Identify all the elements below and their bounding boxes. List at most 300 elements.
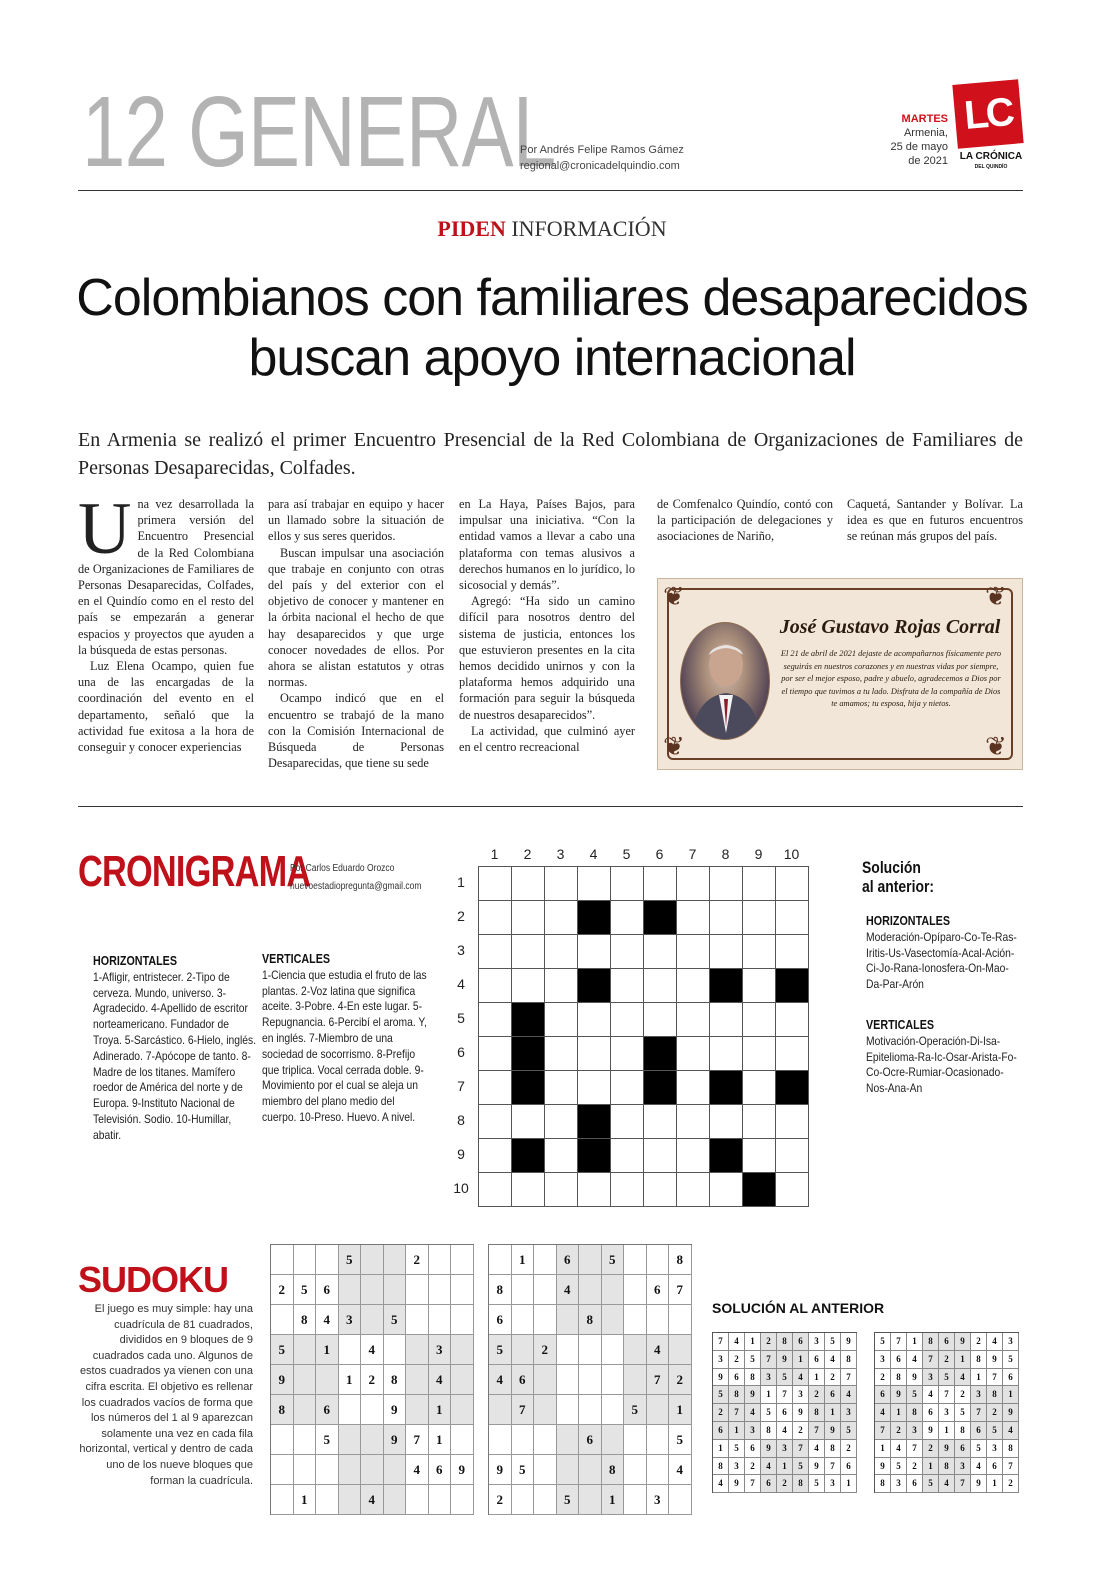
sudoku-cell[interactable] <box>557 1335 580 1365</box>
sudoku-cell[interactable] <box>271 1305 294 1335</box>
sudoku-cell[interactable] <box>339 1335 362 1365</box>
sudoku-cell[interactable] <box>624 1245 647 1275</box>
sudoku-cell[interactable] <box>512 1275 535 1305</box>
sudoku-cell[interactable] <box>271 1455 294 1485</box>
crossword-cell[interactable] <box>743 867 776 901</box>
sudoku-cell[interactable] <box>361 1395 384 1425</box>
sudoku-cell[interactable] <box>624 1335 647 1365</box>
crossword-column-number: 5 <box>622 846 631 862</box>
sudoku-cell: 2 <box>891 1422 907 1440</box>
crossword-cell[interactable] <box>677 867 710 901</box>
date-block <box>860 112 948 168</box>
sudoku-cell: 6 <box>429 1455 452 1485</box>
sudoku-cell[interactable] <box>647 1245 670 1275</box>
crossword-cell[interactable] <box>578 935 611 969</box>
crossword-cell[interactable] <box>743 1003 776 1037</box>
sudoku-cell[interactable] <box>316 1455 339 1485</box>
sudoku-cell[interactable] <box>512 1485 535 1515</box>
sudoku-cell[interactable] <box>406 1395 429 1425</box>
sudoku-cell: 3 <box>891 1475 907 1493</box>
sudoku-cell[interactable] <box>451 1365 474 1395</box>
crossword-cell[interactable] <box>611 1173 644 1207</box>
crossword-cell[interactable] <box>512 1105 545 1139</box>
sudoku-cell: 6 <box>955 1440 971 1458</box>
col3-paragraph-2: Agregó: “Ha sido un camino difícil para nosotros dentro del sistema de justicia, entonces los que estuvieron presentes en la cita hemos decidido unirnos y con la plataforma hemos adquirido una formación para seguir la búsqueda de nuestros desaparecidos”. <box>459 594 635 722</box>
sudoku-cell: 1 <box>429 1425 452 1455</box>
crossword-cell[interactable] <box>644 969 677 1003</box>
crossword-cell[interactable] <box>644 1105 677 1139</box>
sudoku-cell: 8 <box>907 1404 923 1422</box>
sudoku-cell[interactable] <box>316 1485 339 1515</box>
crossword-cell[interactable] <box>710 901 743 935</box>
sudoku-cell: 5 <box>512 1455 535 1485</box>
sudoku-cell[interactable] <box>339 1485 362 1515</box>
sudoku-cell: 9 <box>875 1458 891 1476</box>
crossword-solution-horizontal <box>866 914 1025 993</box>
crossword-cell[interactable] <box>578 1037 611 1071</box>
sudoku-cell: 8 <box>825 1440 841 1458</box>
crossword-cell[interactable] <box>743 969 776 1003</box>
sudoku-cell: 5 <box>294 1275 317 1305</box>
sudoku-cell: 7 <box>793 1440 809 1458</box>
crossword-black-cell <box>644 901 677 935</box>
sudoku-cell: 3 <box>339 1305 362 1335</box>
sudoku-cell[interactable] <box>316 1365 339 1395</box>
crossword-cell[interactable] <box>710 1173 743 1207</box>
sudoku-cell[interactable] <box>534 1395 557 1425</box>
sudoku-cell: 2 <box>955 1386 971 1404</box>
crossword-cell[interactable] <box>644 935 677 969</box>
sudoku-cell: 8 <box>793 1475 809 1493</box>
sudoku-cell[interactable] <box>534 1305 557 1335</box>
crossword-cell[interactable] <box>545 1003 578 1037</box>
sudoku-cell[interactable] <box>624 1425 647 1455</box>
sudoku-cell[interactable] <box>534 1485 557 1515</box>
sudoku-cell[interactable] <box>451 1305 474 1335</box>
sudoku-cell[interactable] <box>406 1305 429 1335</box>
crossword-cell[interactable] <box>479 1037 512 1071</box>
sudoku-cell: 7 <box>907 1440 923 1458</box>
sudoku-cell[interactable] <box>294 1335 317 1365</box>
sudoku-cell[interactable] <box>557 1305 580 1335</box>
sudoku-cell: 8 <box>875 1475 891 1493</box>
crossword-cell[interactable] <box>545 935 578 969</box>
sudoku-cell[interactable] <box>294 1425 317 1455</box>
sudoku-cell: 1 <box>602 1485 625 1515</box>
sudoku-cell[interactable] <box>647 1395 670 1425</box>
crossword-cell[interactable] <box>677 1173 710 1207</box>
crossword-cell[interactable] <box>479 935 512 969</box>
sudoku-cell[interactable] <box>602 1305 625 1335</box>
sudoku-cell[interactable] <box>451 1275 474 1305</box>
sudoku-cell: 5 <box>745 1351 761 1369</box>
sudoku-cell[interactable] <box>579 1245 602 1275</box>
sudoku-cell: 8 <box>761 1422 777 1440</box>
sudoku-cell: 8 <box>891 1369 907 1387</box>
sudoku-cell: 3 <box>907 1422 923 1440</box>
sudoku-cell[interactable] <box>534 1365 557 1395</box>
crossword-cell[interactable] <box>743 1071 776 1105</box>
sudoku-cell: 7 <box>777 1386 793 1404</box>
sudoku-cell: 8 <box>713 1458 729 1476</box>
crossword-column-number: 8 <box>721 846 730 862</box>
sudoku-cell[interactable] <box>429 1305 452 1335</box>
crossword-cell[interactable] <box>512 935 545 969</box>
sudoku-cell: 3 <box>713 1351 729 1369</box>
sudoku-cell[interactable] <box>361 1275 384 1305</box>
date-day: MARTES <box>901 113 948 125</box>
crossword-cell[interactable] <box>479 1139 512 1173</box>
crossword-cell[interactable] <box>479 867 512 901</box>
sudoku-cell[interactable] <box>579 1455 602 1485</box>
sudoku-cell[interactable] <box>294 1455 317 1485</box>
crossword-cell[interactable] <box>776 1105 809 1139</box>
sudoku-cell: 2 <box>489 1485 512 1515</box>
sudoku-cell[interactable] <box>384 1245 407 1275</box>
sudoku-cell: 8 <box>939 1458 955 1476</box>
crossword-cell[interactable] <box>545 1105 578 1139</box>
sudoku-cell[interactable] <box>271 1245 294 1275</box>
crossword-cell[interactable] <box>776 1173 809 1207</box>
sudoku-cell[interactable] <box>602 1335 625 1365</box>
crossword-column-number: 7 <box>688 846 697 862</box>
crossword-cell[interactable] <box>512 867 545 901</box>
sudoku-cell[interactable] <box>384 1455 407 1485</box>
sudoku-cell[interactable] <box>647 1455 670 1485</box>
crossword-cell[interactable] <box>677 1139 710 1173</box>
sudoku-cell: 3 <box>955 1458 971 1476</box>
crossword-cell[interactable] <box>611 1139 644 1173</box>
crossword-cell[interactable] <box>776 901 809 935</box>
sudoku-cell[interactable] <box>602 1275 625 1305</box>
sudoku-cell: 9 <box>793 1404 809 1422</box>
crossword-cell[interactable] <box>776 935 809 969</box>
sudoku-cell: 6 <box>971 1422 987 1440</box>
sudoku-cell: 3 <box>939 1404 955 1422</box>
crossword-cell[interactable] <box>578 867 611 901</box>
crossword-cell[interactable] <box>677 1003 710 1037</box>
crossword-cell[interactable] <box>644 1139 677 1173</box>
sudoku-cell: 7 <box>406 1425 429 1455</box>
sudoku-cell[interactable] <box>489 1245 512 1275</box>
sudoku-cell[interactable] <box>512 1335 535 1365</box>
sudoku-cell: 1 <box>512 1245 535 1275</box>
sudoku-cell[interactable] <box>647 1425 670 1455</box>
crossword-cell[interactable] <box>545 969 578 1003</box>
sudoku-cell[interactable] <box>406 1275 429 1305</box>
sudoku-solution-2 <box>874 1332 1019 1493</box>
crossword-black-cell <box>644 1037 677 1071</box>
crossword-cell[interactable] <box>545 867 578 901</box>
sudoku-cell: 7 <box>891 1333 907 1351</box>
sudoku-cell[interactable] <box>669 1485 692 1515</box>
sudoku-cell[interactable] <box>624 1305 647 1335</box>
sudoku-cell[interactable] <box>451 1335 474 1365</box>
sudoku-cell: 2 <box>923 1440 939 1458</box>
sudoku-cell[interactable] <box>534 1425 557 1455</box>
sudoku-cell[interactable] <box>624 1365 647 1395</box>
sudoku-cell[interactable] <box>512 1305 535 1335</box>
sudoku-cell: 7 <box>875 1422 891 1440</box>
sudoku-cell: 7 <box>1003 1458 1019 1476</box>
crossword-cell[interactable] <box>710 1037 743 1071</box>
crossword-cell[interactable] <box>776 1139 809 1173</box>
crossword-cell[interactable] <box>545 1071 578 1105</box>
sudoku-cell[interactable] <box>557 1455 580 1485</box>
sudoku-cell: 9 <box>809 1458 825 1476</box>
sudoku-cell: 1 <box>294 1485 317 1515</box>
crossword-cell[interactable] <box>479 1105 512 1139</box>
article-column-4 <box>657 496 833 545</box>
crossword-grid <box>478 866 809 1207</box>
sudoku-cell[interactable] <box>339 1395 362 1425</box>
sudoku-cell: 4 <box>923 1386 939 1404</box>
sudoku-cell: 2 <box>825 1369 841 1387</box>
sudoku-cell: 5 <box>339 1245 362 1275</box>
sudoku-cell[interactable] <box>451 1485 474 1515</box>
sudoku-cell: 1 <box>793 1351 809 1369</box>
crossword-row-number: 6 <box>457 1044 465 1060</box>
logo-sub: DEL QUINDÍO <box>974 164 1008 170</box>
crossword-black-cell <box>644 1071 677 1105</box>
sudoku-cell[interactable] <box>339 1425 362 1455</box>
sudoku-cell[interactable] <box>451 1425 474 1455</box>
sudoku-solution-title: SOLUCIÓN AL ANTERIOR <box>712 1300 885 1316</box>
crossword-row-number: 7 <box>457 1078 465 1094</box>
sudoku-cell: 6 <box>907 1475 923 1493</box>
sudoku-cell[interactable] <box>534 1455 557 1485</box>
sudoku-cell[interactable] <box>406 1335 429 1365</box>
crossword-cell[interactable] <box>611 1071 644 1105</box>
sudoku-cell[interactable] <box>429 1485 452 1515</box>
crossword-cell[interactable] <box>644 867 677 901</box>
obituary-name: José Gustavo Rojas Corral <box>779 616 1001 638</box>
crossword-cell[interactable] <box>512 901 545 935</box>
ornament-icon: ❦ <box>985 732 1007 761</box>
crossword-cell[interactable] <box>479 1071 512 1105</box>
sudoku-cell: 8 <box>729 1386 745 1404</box>
sudoku-cell[interactable] <box>384 1275 407 1305</box>
sudoku-cell[interactable] <box>624 1275 647 1305</box>
sudoku-cell: 6 <box>793 1333 809 1351</box>
sudoku-cell[interactable] <box>557 1425 580 1455</box>
crossword-cell[interactable] <box>545 1173 578 1207</box>
sudoku-cell[interactable] <box>579 1395 602 1425</box>
sudoku-cell[interactable] <box>534 1245 557 1275</box>
crossword-cell[interactable] <box>677 969 710 1003</box>
crossword-cell[interactable] <box>743 1139 776 1173</box>
sudoku-cell: 8 <box>294 1305 317 1335</box>
sudoku-cell[interactable] <box>406 1365 429 1395</box>
sudoku-description: El juego es muy simple: hay una cuadrícula de 81 cuadrados, divididos en 9 bloques de 9 cuadrados cada uno. Algunos de estos cuadrados ya vienen con una cifra escrita. El objetivo es rellenar los cuadrados vacíos de forma que los números del 1 al 9 aparezcan solamente una vez en cada fila horizontal, vertical y dentro de cada uno de los nueve bloques que forman la cuadrícula. <box>79 1303 253 1487</box>
sudoku-cell: 5 <box>971 1440 987 1458</box>
sudoku-cell[interactable] <box>429 1245 452 1275</box>
crossword-cell[interactable] <box>710 1003 743 1037</box>
crossword-cell[interactable] <box>710 867 743 901</box>
article-column-2 <box>268 496 444 771</box>
solution-title-line-2: al anterior: <box>862 877 935 896</box>
crossword-cell[interactable] <box>479 1173 512 1207</box>
crossword-cell[interactable] <box>578 1071 611 1105</box>
crossword-cell[interactable] <box>776 867 809 901</box>
sudoku-cell: 1 <box>339 1365 362 1395</box>
crossword-black-cell <box>710 1071 743 1105</box>
sudoku-cell: 2 <box>809 1386 825 1404</box>
sudoku-cell[interactable] <box>339 1455 362 1485</box>
sudoku-cell[interactable] <box>579 1275 602 1305</box>
article-column-5 <box>847 496 1023 545</box>
crossword-cell[interactable] <box>743 1037 776 1071</box>
sudoku-cell[interactable] <box>669 1335 692 1365</box>
sudoku-cell: 6 <box>841 1458 857 1476</box>
crossword-cell[interactable] <box>512 1173 545 1207</box>
crossword-cell[interactable] <box>611 1003 644 1037</box>
sudoku-cell: 1 <box>825 1404 841 1422</box>
sudoku-cell[interactable] <box>579 1485 602 1515</box>
sudoku-cell[interactable] <box>361 1425 384 1455</box>
byline-author: Por Andrés Felipe Ramos Gámez <box>520 144 684 156</box>
sudoku-cell: 9 <box>384 1425 407 1455</box>
crossword-cell[interactable] <box>776 1003 809 1037</box>
sudoku-cell[interactable] <box>316 1245 339 1275</box>
crossword-cell[interactable] <box>545 1139 578 1173</box>
sudoku-cell: 6 <box>557 1245 580 1275</box>
crossword-cell[interactable] <box>479 1003 512 1037</box>
sudoku-cell: 2 <box>729 1351 745 1369</box>
sudoku-cell: 4 <box>669 1455 692 1485</box>
ornament-icon: ❦ <box>985 582 1007 611</box>
sudoku-cell[interactable] <box>294 1395 317 1425</box>
sudoku-cell: 4 <box>557 1275 580 1305</box>
sudoku-cell: 2 <box>534 1335 557 1365</box>
crossword-cell[interactable] <box>611 1037 644 1071</box>
crossword-cell[interactable] <box>677 1105 710 1139</box>
sudoku-cell: 2 <box>713 1404 729 1422</box>
crossword-cell[interactable] <box>776 1037 809 1071</box>
sudoku-cell: 9 <box>955 1333 971 1351</box>
newspaper-logo: LC <box>952 79 1023 149</box>
sudoku-cell[interactable] <box>384 1335 407 1365</box>
sudoku-cell[interactable] <box>294 1365 317 1395</box>
crossword-black-cell <box>743 1173 776 1207</box>
sudoku-cell: 5 <box>955 1404 971 1422</box>
sudoku-cell: 9 <box>451 1455 474 1485</box>
sudoku-cell[interactable] <box>647 1305 670 1335</box>
crossword-solution-title <box>862 858 934 896</box>
sudoku-cell[interactable] <box>271 1425 294 1455</box>
sudoku-cell[interactable] <box>602 1395 625 1425</box>
crossword-cell[interactable] <box>512 969 545 1003</box>
sudoku-cell[interactable] <box>579 1335 602 1365</box>
sudoku-cell[interactable] <box>361 1305 384 1335</box>
col2-paragraph-2: Buscan impulsar una asociación que trabaje en conjunto con otras del país y del exterior con el objetivo de conocer y mantener en la órbita nacional el hecho de que hay desaparecidos y que urge conocer novedades de ellos. Por ahora se alistan estatutos y otras normas. <box>268 545 444 690</box>
sudoku-cell[interactable] <box>557 1395 580 1425</box>
sudoku-cell[interactable] <box>489 1425 512 1455</box>
crossword-cell[interactable] <box>545 1037 578 1071</box>
crossword-cell[interactable] <box>710 1105 743 1139</box>
sudoku-cell[interactable] <box>451 1245 474 1275</box>
sudoku-cell[interactable] <box>534 1275 557 1305</box>
crossword-black-cell <box>710 969 743 1003</box>
sudoku-cell[interactable] <box>294 1245 317 1275</box>
sudoku-cell: 1 <box>971 1369 987 1387</box>
sudoku-cell[interactable] <box>602 1425 625 1455</box>
article-headline <box>60 268 1044 388</box>
crossword-cell[interactable] <box>611 867 644 901</box>
crossword-cell[interactable] <box>677 901 710 935</box>
drop-cap: U <box>78 488 132 570</box>
sudoku-cell: 8 <box>987 1386 1003 1404</box>
crossword-cell[interactable] <box>677 1037 710 1071</box>
crossword-solution-vertical <box>866 1018 1025 1097</box>
sudoku-cell: 4 <box>987 1333 1003 1351</box>
crossword-cell[interactable] <box>743 901 776 935</box>
sudoku-cell: 5 <box>669 1425 692 1455</box>
crossword-cell[interactable] <box>644 1173 677 1207</box>
crossword-cell[interactable] <box>677 1071 710 1105</box>
col3-paragraph-1: en La Haya, Países Bajos, para impulsar una iniciativa. “Con la entidad vamos a llevar a cabo una plataforma con temas alusivos a derechos humanos en lo jurídico, lo sicosocial y demás”. <box>459 497 635 593</box>
crossword-cell[interactable] <box>743 1105 776 1139</box>
sudoku-cell[interactable] <box>429 1275 452 1305</box>
sudoku-cell[interactable] <box>406 1485 429 1515</box>
sudoku-cell[interactable] <box>669 1305 692 1335</box>
date-city: Armenia, <box>903 127 948 139</box>
crossword-cell[interactable] <box>611 1105 644 1139</box>
sudoku-cell: 9 <box>761 1440 777 1458</box>
crossword-cell[interactable] <box>677 935 710 969</box>
date-line1: 25 de mayo <box>890 141 948 153</box>
crossword-cell[interactable] <box>611 969 644 1003</box>
crossword-cell[interactable] <box>479 969 512 1003</box>
crossword-cell[interactable] <box>710 935 743 969</box>
sudoku-cell[interactable] <box>271 1485 294 1515</box>
crossword-cell[interactable] <box>578 1003 611 1037</box>
sudoku-cell[interactable] <box>361 1245 384 1275</box>
sudoku-cell[interactable] <box>512 1425 535 1455</box>
sudoku-cell: 1 <box>1003 1386 1019 1404</box>
sudoku-cell[interactable] <box>579 1365 602 1395</box>
sudoku-cell: 5 <box>939 1369 955 1387</box>
sudoku-cell: 8 <box>777 1333 793 1351</box>
sudoku-cell: 1 <box>923 1458 939 1476</box>
crossword-cell[interactable] <box>611 901 644 935</box>
sudoku-cell[interactable] <box>489 1395 512 1425</box>
crossword-cell[interactable] <box>545 901 578 935</box>
horizontal-clues-title: HORIZONTALES <box>93 954 178 968</box>
sudoku-cell: 9 <box>891 1386 907 1404</box>
sudoku-cell[interactable] <box>451 1395 474 1425</box>
sudoku-cell[interactable] <box>557 1365 580 1395</box>
sudoku-cell: 7 <box>987 1369 1003 1387</box>
crossword-cell[interactable] <box>644 1003 677 1037</box>
crossword-cell[interactable] <box>611 935 644 969</box>
logo-name: LA CRÓNICA <box>959 151 1023 162</box>
sudoku-cell: 5 <box>624 1395 647 1425</box>
sudoku-cell[interactable] <box>624 1485 647 1515</box>
sudoku-cell[interactable] <box>602 1365 625 1395</box>
sudoku-cell: 9 <box>745 1386 761 1404</box>
sudoku-cell: 7 <box>825 1458 841 1476</box>
sudoku-cell[interactable] <box>339 1275 362 1305</box>
sudoku-cell[interactable] <box>624 1455 647 1485</box>
crossword-cell[interactable] <box>743 935 776 969</box>
sudoku-cell: 8 <box>384 1365 407 1395</box>
crossword-cell[interactable] <box>578 1173 611 1207</box>
sudoku-cell[interactable] <box>384 1485 407 1515</box>
sudoku-cell: 2 <box>875 1369 891 1387</box>
crossword-cell[interactable] <box>479 901 512 935</box>
sudoku-cell[interactable] <box>361 1455 384 1485</box>
